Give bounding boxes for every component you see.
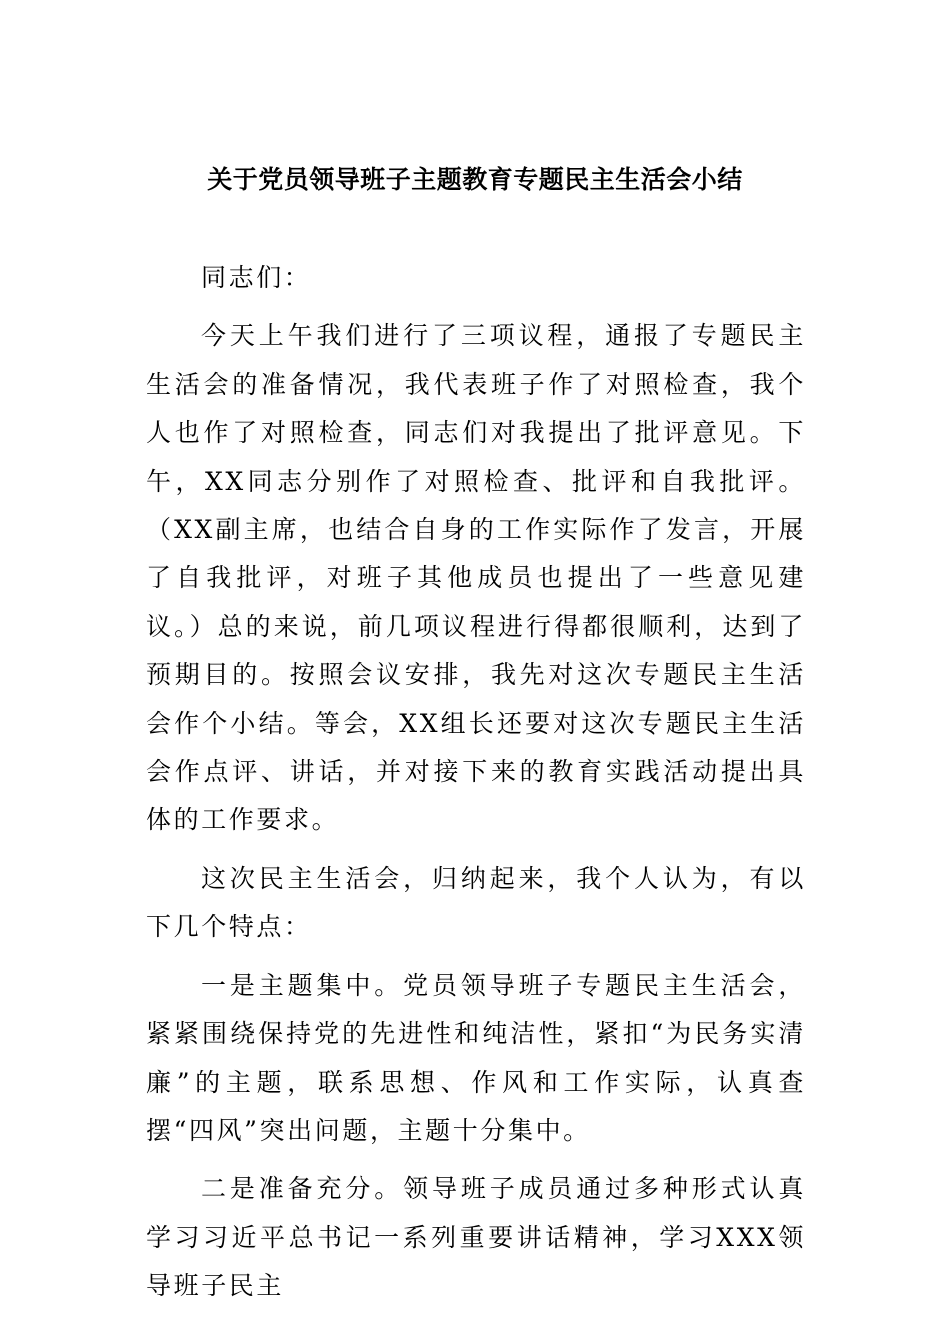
body-paragraph: 一是主题集中。党员领导班子专题民主生活会，紧紧围绕保持党的先进性和纯洁性，紧扣“为民务实清廉”的主题，联系思想、作风和工作实际，认真查摆“四风”突出问题，主题十分集中。 [146, 970, 806, 1145]
body-paragraph: 二是准备充分。领导班子成员通过多种形式认真学习习近平总书记一系列重要讲话精神，学习XXX领导班子民主 [146, 1174, 806, 1301]
document-title: 关于党员领导班子主题教育专题民主生活会小结 [207, 165, 743, 194]
salutation-paragraph: 同志们： [201, 263, 312, 292]
body-paragraph: 今天上午我们进行了三项议程，通报了专题民主生活会的准备情况，我代表班子作了对照检查，我个人也作了对照检查，同志们对我提出了批评意见。下午，XX同志分别作了对照检查、批评和自我批评。（XX副主席，也结合自身的工作实际作了发言，开展了自我批评，对班子其他成员也提出了一些意见建议。）总的来说，前几项议程进行得都很顺利，达到了预期目的。按照会议安排，我先对这次专题民主生活会作个小结。等会，XX组长还要对这次专题民主生活会作点评、讲话，并对接下来的教育实践活动提出具体的工作要求。 [146, 321, 806, 835]
body-paragraph: 这次民主生活会，归纳起来，我个人认为，有以下几个特点： [146, 863, 806, 942]
document-body [146, 254, 806, 1311]
